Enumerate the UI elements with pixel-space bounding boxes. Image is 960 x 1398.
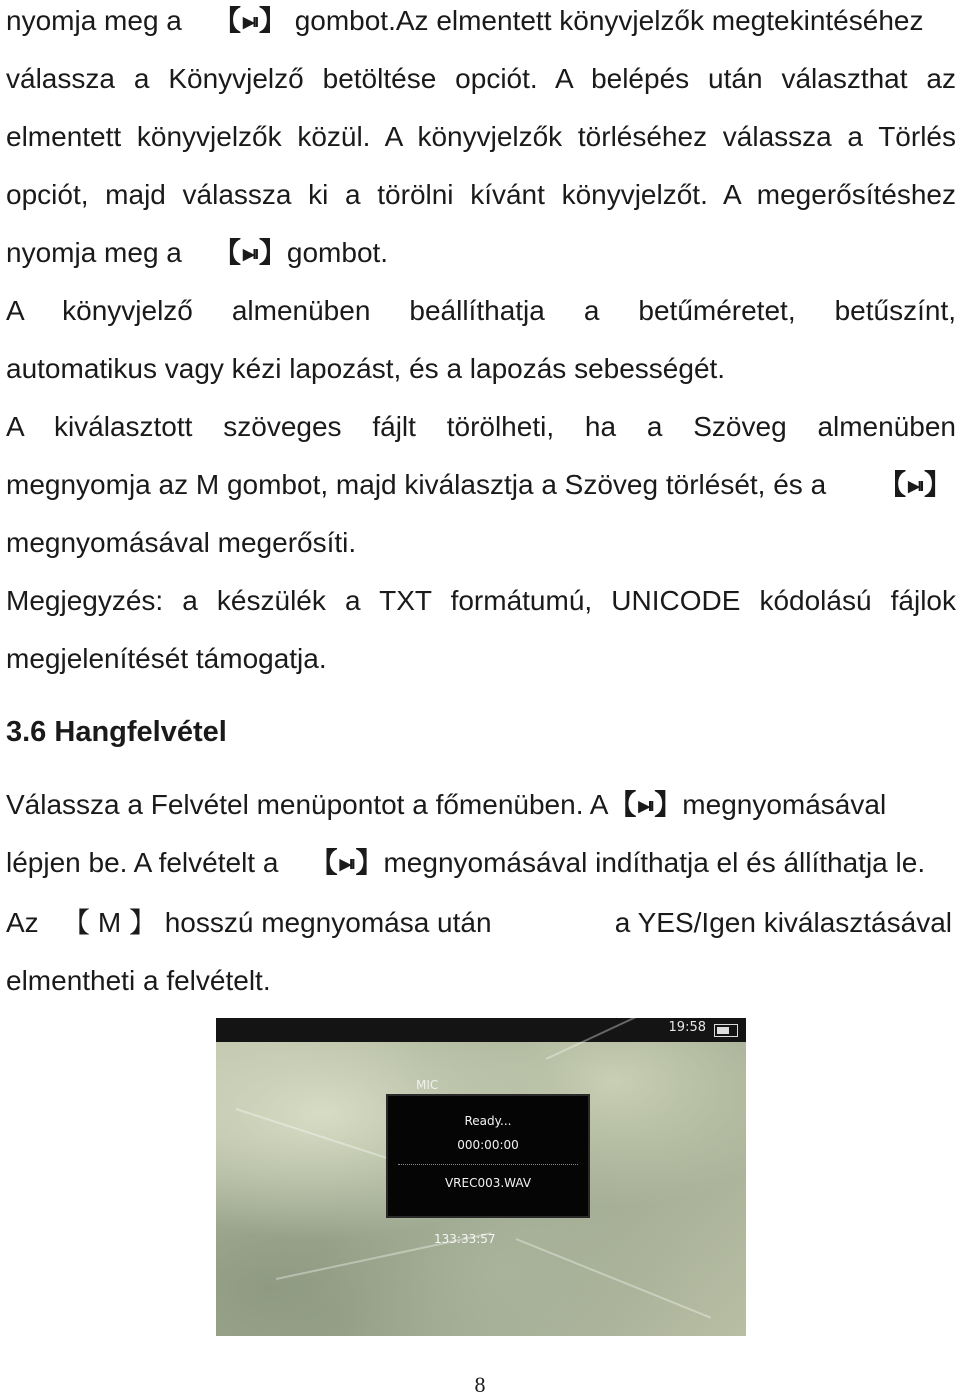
text-segment: megnyomásával indíthatja el és állíthatja le. — [383, 847, 926, 878]
text-line-12: megjelenítését támogatja. — [6, 643, 327, 674]
play-pause-button-ref: 【 ▶II】 — [878, 468, 952, 504]
text-line-6: A könyvjelző almenüben beállíthatja a betűméretet, betűszínt, — [6, 295, 956, 326]
text-line-7: automatikus vagy kézi lapozást, és a lapozás sebességét. — [6, 353, 726, 384]
text-segment: nyomja meg a — [6, 5, 182, 36]
recording-dialog — [386, 1094, 590, 1218]
text-line-11: Megjegyzés: a készülék a TXT formátumú, UNICODE kódolású fájlok — [6, 585, 956, 616]
text-segment: nyomja meg a — [6, 237, 182, 268]
text-line-3: elmentett könyvjelzők közül. A könyvjelzők törléséhez válassza a Törlés — [6, 121, 956, 152]
text-line-5 — [6, 236, 956, 272]
status-bar — [216, 1018, 746, 1042]
m-button-ref: 【 M 】 — [62, 907, 157, 938]
section-heading: 3.6 Hangfelvétel — [6, 716, 227, 748]
recording-timer: 000:00:00 — [457, 1138, 519, 1152]
play-pause-icon: ▶II — [638, 797, 653, 815]
remaining-time: 133:33:57 — [434, 1232, 496, 1246]
text-line-15 — [6, 906, 956, 940]
voice-recorder-screenshot — [216, 1018, 746, 1336]
recording-filename: VREC003.WAV — [444, 1176, 532, 1190]
text-segment: hosszú megnyomása után — [164, 907, 492, 938]
text-segment: gombot.Az elmentett könyvjelzők megtekintéséhez — [294, 5, 924, 36]
play-pause-icon: ▶II — [243, 13, 257, 31]
page-number: 8 — [474, 1372, 486, 1397]
text-line-2: válassza a Könyvjelző betöltése opciót. A belépés után választhat az — [6, 63, 956, 94]
play-pause-icon: ▶II — [908, 477, 922, 495]
dialog-divider — [398, 1164, 578, 1165]
paper-crease — [236, 1108, 408, 1166]
clock: 19:58 — [668, 1020, 706, 1035]
battery-icon — [714, 1024, 738, 1037]
text-segment: megnyomásával — [682, 789, 887, 820]
recording-status: Ready... — [464, 1114, 512, 1128]
text-line-8: A kiválasztott szöveges fájlt törölheti, ha a Szöveg almenüben — [6, 411, 956, 442]
play-pause-icon: ▶II — [243, 245, 257, 263]
play-pause-button-ref: 【 ▶II】 — [213, 236, 287, 272]
text-line-9 — [6, 468, 956, 502]
text-segment: gombot. — [286, 237, 389, 268]
play-pause-button-ref: 【 ▶II】 — [310, 846, 384, 882]
play-pause-icon: ▶II — [339, 855, 354, 873]
paper-crease — [516, 1238, 711, 1319]
text-segment: a YES/Igen kiválasztásával — [614, 907, 952, 938]
play-pause-button-ref: 【 ▶II】 — [608, 788, 682, 824]
text-line-16: elmentheti a felvételt. — [6, 965, 271, 996]
text-segment: megnyomja az M gombot, majd kiválasztja a Szöveg törlését, és a — [6, 469, 827, 500]
text-line-10: megnyomásával megerősíti. — [6, 527, 357, 558]
text-line-14 — [6, 846, 956, 882]
m-button-label: M — [97, 907, 122, 938]
text-line-4: opciót, majd válassza ki a törölni kívánt könyvjelzőt. A megerősítéshez — [6, 179, 956, 210]
text-segment: Válassza a Felvétel menüpontot a főmenüben. A — [6, 789, 609, 820]
text-segment: Az — [6, 907, 39, 938]
mic-label: MIC — [416, 1078, 439, 1092]
play-pause-button-ref: 【 ▶II】 — [213, 4, 287, 40]
text-line-1 — [6, 4, 956, 40]
text-segment: lépjen be. A felvételt a — [6, 847, 279, 878]
text-line-13 — [6, 788, 956, 824]
